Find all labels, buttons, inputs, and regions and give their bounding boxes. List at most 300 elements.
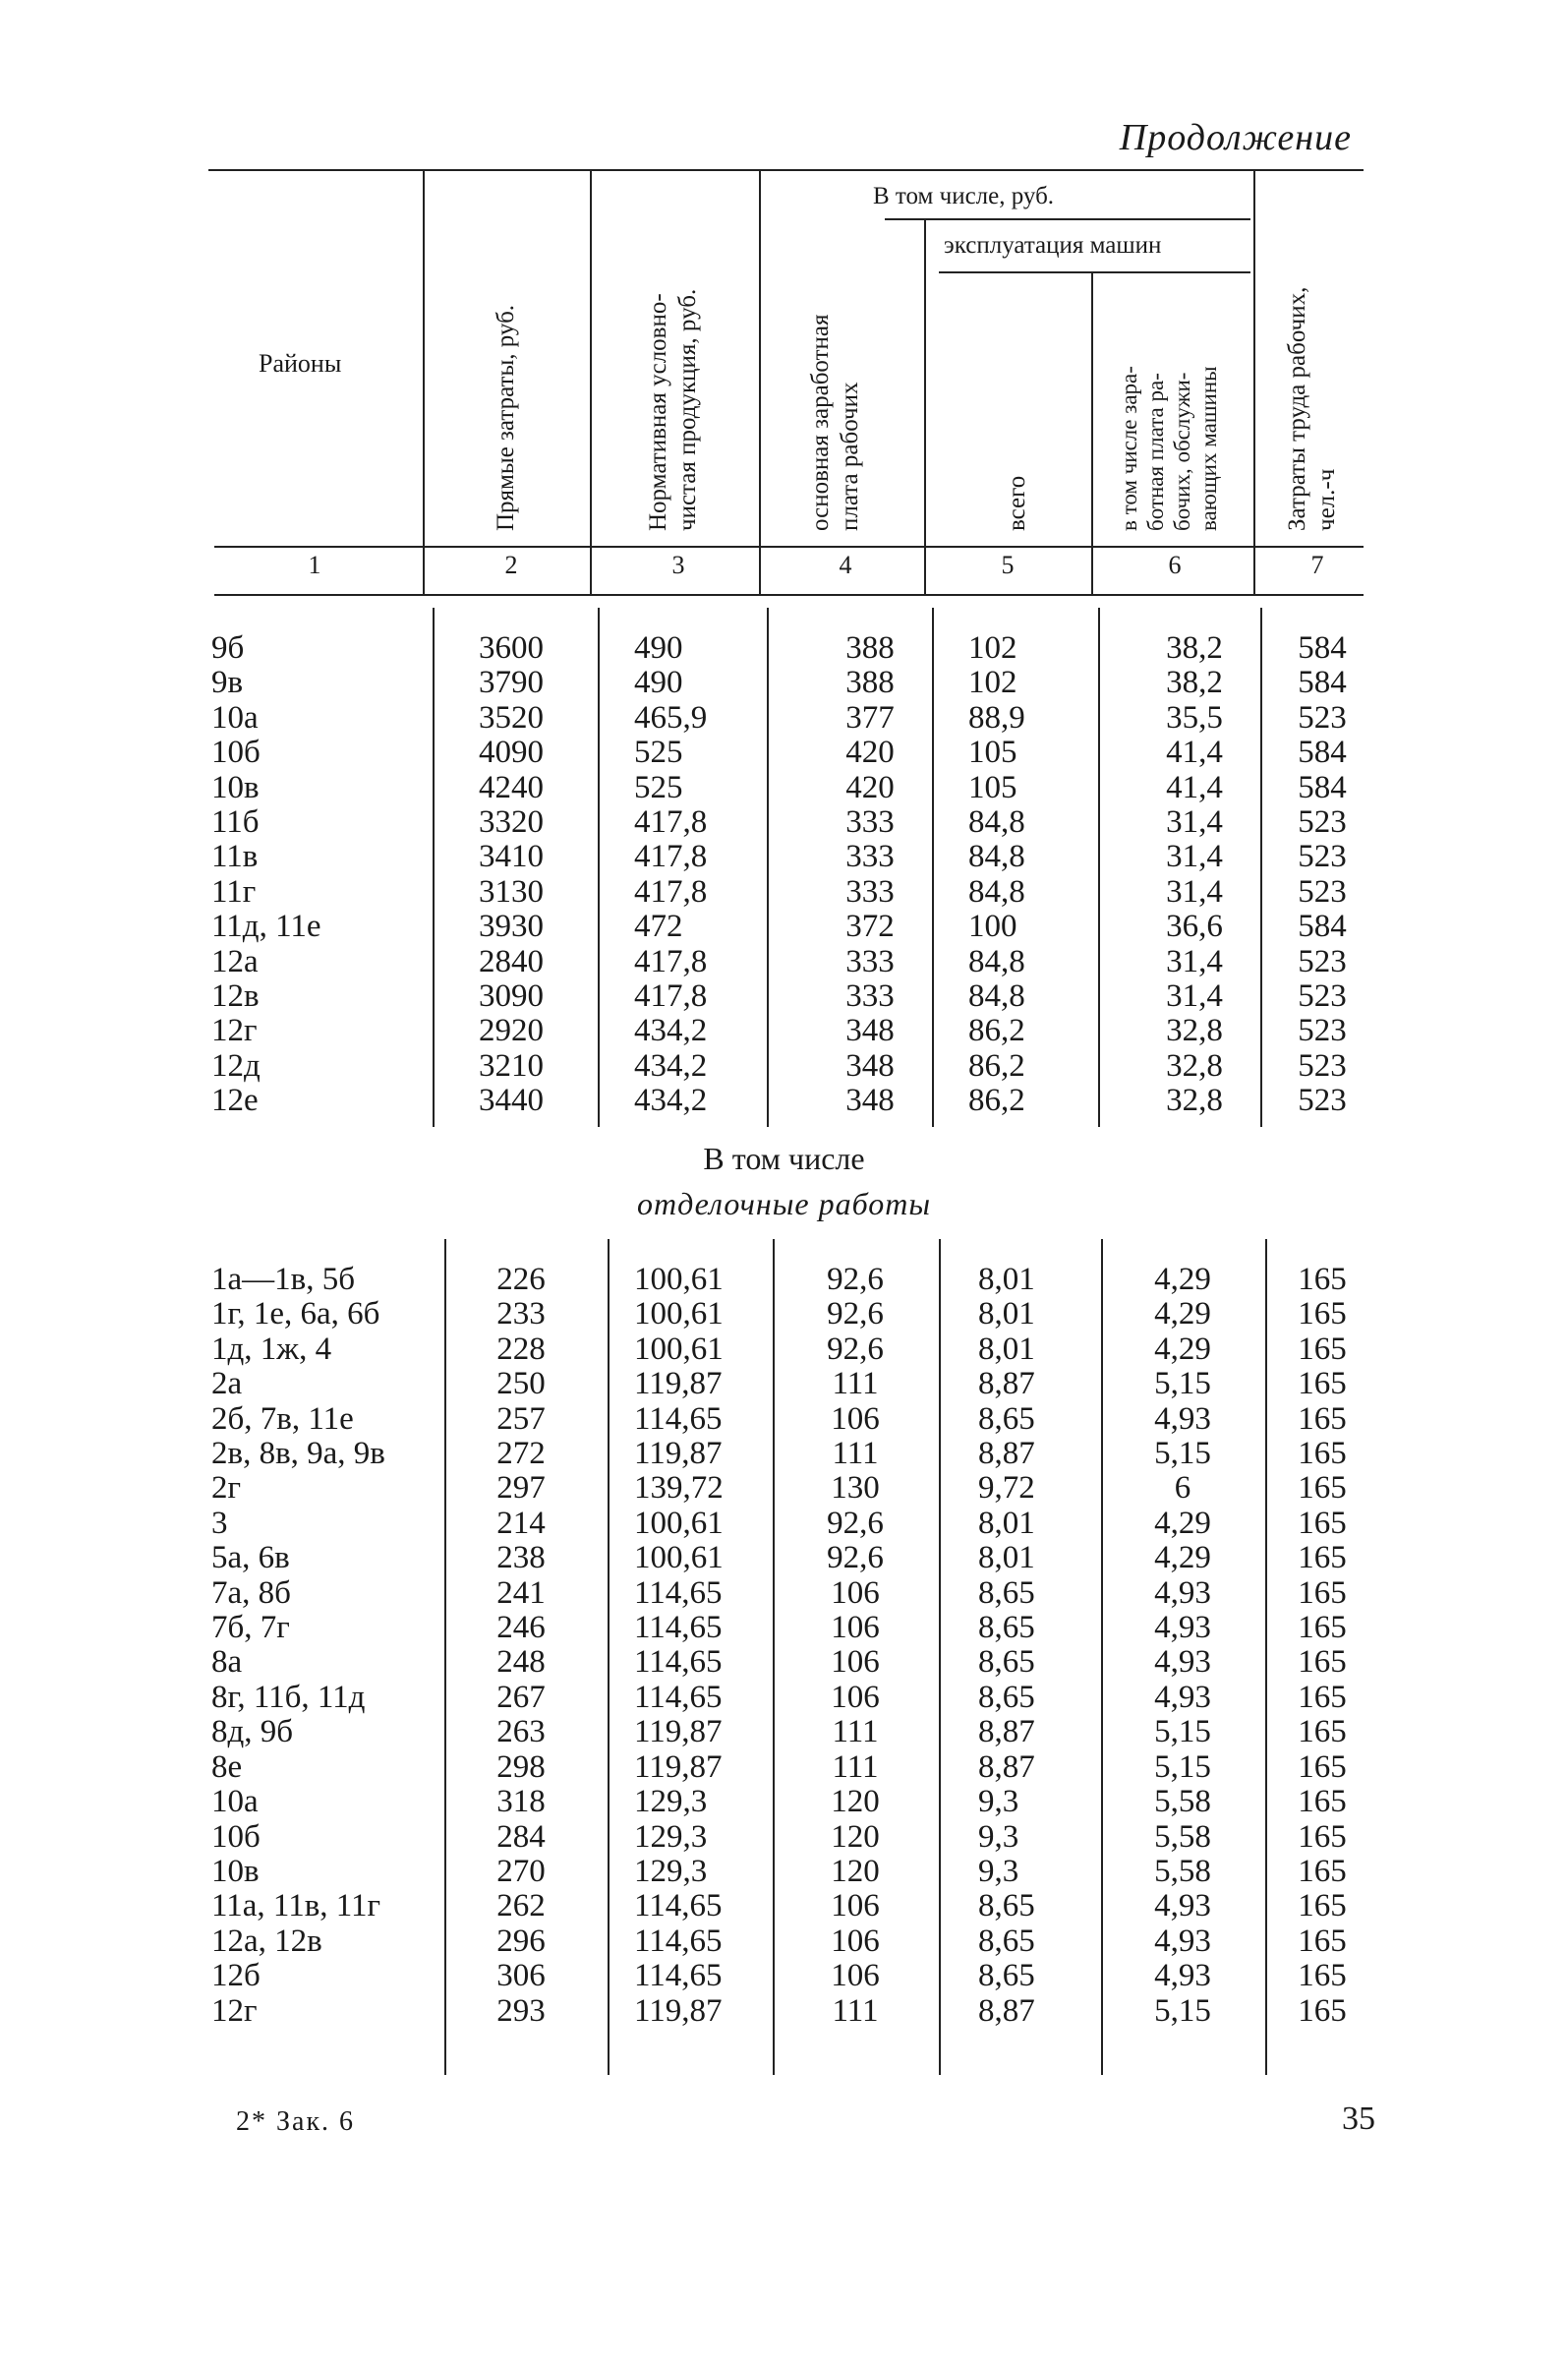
machine-total-value: 8,65	[978, 1574, 1035, 1611]
region-name: 1а—1в, 5б	[211, 1262, 356, 1297]
direct-cost-value: 284	[496, 1818, 546, 1855]
direct-cost-value: 318	[496, 1784, 546, 1820]
labor-value: 584	[1298, 630, 1347, 666]
machine-wage-value: 5,15	[1154, 1714, 1211, 1750]
direct-cost-value: 2840	[479, 943, 544, 979]
s1-divider-2	[598, 608, 600, 1127]
normative-value: 490	[634, 630, 683, 666]
base-wage-value: 120	[831, 1853, 880, 1889]
region-name: 8д, 9б	[211, 1714, 294, 1750]
labor-value: 523	[1298, 839, 1347, 875]
direct-cost-value: 214	[496, 1505, 546, 1541]
s2-labor-column	[1278, 1263, 1366, 2029]
base-wage-value: 333	[845, 873, 895, 910]
machine-total-value: 8,01	[978, 1540, 1035, 1576]
s2-divider-2	[608, 1239, 610, 2075]
region-name: 11б	[211, 804, 260, 841]
labor-value: 165	[1298, 1818, 1347, 1855]
s1-direct-costs-column	[437, 631, 585, 1119]
labor-value: 165	[1298, 1574, 1347, 1611]
machine-total-value: 8,65	[978, 1400, 1035, 1437]
base-wage-value: 106	[831, 1574, 880, 1611]
machine-total-value: 105	[968, 769, 1017, 805]
machine-total-value: 9,3	[978, 1853, 1019, 1889]
direct-cost-value: 272	[496, 1436, 546, 1472]
s1-divider-1	[433, 608, 435, 1127]
region-name: 12г	[211, 1013, 258, 1049]
machine-wage-value: 4,29	[1154, 1262, 1211, 1297]
machine-total-value: 9,3	[978, 1784, 1019, 1820]
header-machine-total: всего	[1004, 475, 1030, 531]
machine-wage-value: 4,93	[1154, 1958, 1211, 1994]
normative-value: 119,87	[634, 1436, 723, 1472]
s2-machine-total-column	[978, 1263, 1106, 2029]
machine-wage-value: 31,4	[1166, 978, 1223, 1015]
base-wage-value: 420	[845, 769, 895, 805]
region-name: 10в	[211, 769, 260, 805]
base-wage-value: 388	[845, 630, 895, 666]
machine-wage-value: 41,4	[1166, 735, 1223, 771]
base-wage-value: 348	[845, 1013, 895, 1049]
header-machine-group: эксплуатация машин	[944, 232, 1162, 259]
labor-value: 165	[1298, 1888, 1347, 1924]
labor-value: 165	[1298, 1540, 1347, 1576]
normative-value: 139,72	[634, 1470, 724, 1507]
normative-value: 114,65	[634, 1574, 723, 1611]
direct-cost-value: 2920	[479, 1013, 544, 1049]
header-machine-wage: в том числе зара- ботная плата ра- бочих, обслужи- вающих машины	[1117, 366, 1221, 531]
labor-value: 584	[1298, 735, 1347, 771]
machine-total-value: 9,3	[978, 1818, 1019, 1855]
region-name: 9б	[211, 630, 245, 666]
labor-value: 165	[1298, 1331, 1347, 1367]
labor-value: 523	[1298, 1013, 1347, 1049]
machine-wage-value: 4,93	[1154, 1610, 1211, 1646]
machine-wage-value: 31,4	[1166, 873, 1223, 910]
direct-cost-value: 3320	[479, 804, 544, 841]
labor-value: 523	[1298, 943, 1347, 979]
region-name: 2а	[211, 1366, 243, 1402]
machine-wage-value: 38,2	[1166, 665, 1223, 701]
direct-cost-value: 297	[496, 1470, 546, 1507]
machine-total-value: 8,65	[978, 1958, 1035, 1994]
header-divider-2	[590, 171, 592, 594]
labor-value: 523	[1298, 699, 1347, 736]
base-wage-value: 106	[831, 1888, 880, 1924]
s1-divider-5	[1098, 608, 1100, 1127]
direct-cost-value: 228	[496, 1331, 546, 1367]
base-wage-value: 372	[845, 909, 895, 945]
base-wage-value: 130	[831, 1470, 880, 1507]
normative-value: 465,9	[634, 699, 708, 736]
labor-value: 165	[1298, 1296, 1347, 1332]
s1-regions-column	[211, 631, 321, 1119]
machine-total-value: 8,65	[978, 1679, 1035, 1715]
s2-base-wage-column	[782, 1263, 929, 2029]
direct-cost-value: 3930	[479, 909, 544, 945]
machine-wage-value: 4,93	[1154, 1644, 1211, 1681]
direct-cost-value: 3440	[479, 1083, 544, 1119]
base-wage-value: 92,6	[827, 1505, 884, 1541]
machine-total-value: 86,2	[968, 1083, 1025, 1119]
normative-value: 119,87	[634, 1748, 723, 1785]
labor-value: 165	[1298, 1679, 1347, 1715]
direct-cost-value: 293	[496, 1992, 546, 2029]
machine-total-value: 9,72	[978, 1470, 1035, 1507]
labor-value: 165	[1298, 1436, 1347, 1472]
direct-cost-value: 3130	[479, 873, 544, 910]
base-wage-value: 120	[831, 1784, 880, 1820]
direct-cost-value: 246	[496, 1610, 546, 1646]
normative-value: 129,3	[634, 1818, 708, 1855]
region-name: 10а	[211, 1784, 259, 1820]
labor-value: 165	[1298, 1784, 1347, 1820]
machine-wage-value: 31,4	[1166, 943, 1223, 979]
header-divider-6	[1253, 171, 1255, 594]
header-divider-4	[924, 220, 926, 594]
subheading-finishing-works: отделочные работы	[636, 1186, 932, 1221]
machine-total-value: 8,87	[978, 1748, 1035, 1785]
base-wage-value: 333	[845, 839, 895, 875]
base-wage-value: 348	[845, 1047, 895, 1084]
machine-wage-value: 4,29	[1154, 1296, 1211, 1332]
machine-wage-value: 4,93	[1154, 1923, 1211, 1959]
machine-wage-value: 32,8	[1166, 1047, 1223, 1084]
header-direct-costs: Прямые затраты, руб.	[493, 304, 519, 531]
region-name: 11в	[211, 839, 259, 875]
region-name: 5а, 6в	[211, 1540, 290, 1576]
base-wage-value: 111	[832, 1714, 879, 1750]
base-wage-value: 348	[845, 1083, 895, 1119]
normative-value: 525	[634, 769, 683, 805]
normative-value: 525	[634, 735, 683, 771]
direct-cost-value: 233	[496, 1296, 546, 1332]
labor-value: 165	[1298, 1853, 1347, 1889]
normative-value: 417,8	[634, 873, 708, 910]
region-name: 10б	[211, 735, 261, 771]
machine-total-value: 8,65	[978, 1923, 1035, 1959]
region-name: 7а, 8б	[211, 1574, 291, 1611]
region-name: 12д	[211, 1047, 261, 1084]
machine-total-value: 8,01	[978, 1296, 1035, 1332]
direct-cost-value: 3090	[479, 978, 544, 1015]
machine-total-value: 8,87	[978, 1992, 1035, 2029]
machine-wage-value: 5,58	[1154, 1784, 1211, 1820]
normative-value: 129,3	[634, 1784, 708, 1820]
column-numbers-rule	[214, 594, 1364, 596]
normative-value: 100,61	[634, 1296, 724, 1332]
region-name: 7б, 7г	[211, 1610, 290, 1646]
base-wage-value: 92,6	[827, 1331, 884, 1367]
normative-value: 434,2	[634, 1083, 708, 1119]
direct-cost-value: 257	[496, 1400, 546, 1437]
header-including-group: В том числе, руб.	[873, 183, 1055, 209]
header-base-wage: основная заработная плата рабочих	[807, 314, 863, 531]
s1-machine-total-column	[968, 631, 1096, 1119]
normative-value: 417,8	[634, 943, 708, 979]
machine-total-value: 105	[968, 735, 1017, 771]
normative-value: 100,61	[634, 1331, 724, 1367]
machine-total-value: 84,8	[968, 978, 1025, 1015]
normative-value: 490	[634, 665, 683, 701]
direct-cost-value: 306	[496, 1958, 546, 1994]
machine-total-value: 84,8	[968, 804, 1025, 841]
region-name: 9в	[211, 665, 244, 701]
header-normative: Нормативная условно- чистая продукция, руб.	[645, 288, 701, 531]
s2-regions-column	[211, 1263, 385, 2029]
base-wage-value: 333	[845, 804, 895, 841]
machine-total-value: 8,65	[978, 1610, 1035, 1646]
s2-machine-wage-column	[1119, 1263, 1247, 2029]
region-name: 12е	[211, 1083, 259, 1119]
normative-value: 417,8	[634, 978, 708, 1015]
labor-value: 165	[1298, 1714, 1347, 1750]
machine-wage-value: 6	[1174, 1470, 1191, 1507]
normative-value: 472	[634, 909, 683, 945]
labor-value: 584	[1298, 909, 1347, 945]
normative-value: 100,61	[634, 1262, 724, 1297]
column-number-5: 5	[1001, 551, 1015, 579]
region-name: 11г	[211, 873, 257, 910]
region-name: 10а	[211, 699, 259, 736]
machine-wage-value: 4,29	[1154, 1331, 1211, 1367]
direct-cost-value: 3600	[479, 630, 544, 666]
machine-total-value: 100	[968, 909, 1017, 945]
direct-cost-value: 296	[496, 1923, 546, 1959]
machine-wage-value: 5,15	[1154, 1992, 1211, 2029]
machine-total-value: 102	[968, 665, 1017, 701]
s2-direct-costs-column	[447, 1263, 595, 2029]
machine-wage-value: 4,93	[1154, 1888, 1211, 1924]
machine-total-value: 8,01	[978, 1505, 1035, 1541]
s1-labor-column	[1278, 631, 1366, 1119]
machine-total-value: 8,65	[978, 1644, 1035, 1681]
labor-value: 165	[1298, 1262, 1347, 1297]
base-wage-value: 333	[845, 943, 895, 979]
machine-wage-value: 35,5	[1166, 699, 1223, 736]
column-number-3: 3	[671, 551, 685, 579]
header-divider-5	[1091, 273, 1093, 594]
normative-value: 114,65	[634, 1958, 723, 1994]
base-wage-value: 420	[845, 735, 895, 771]
header-bottom-rule	[214, 546, 1364, 548]
machine-total-value: 86,2	[968, 1013, 1025, 1049]
s2-divider-4	[939, 1239, 941, 2075]
normative-value: 119,87	[634, 1366, 723, 1402]
base-wage-value: 106	[831, 1610, 880, 1646]
column-number-2: 2	[504, 551, 518, 579]
direct-cost-value: 3210	[479, 1047, 544, 1084]
normative-value: 114,65	[634, 1888, 723, 1924]
including-group-rule	[885, 218, 1250, 220]
region-name: 10б	[211, 1818, 261, 1855]
machine-total-value: 84,8	[968, 943, 1025, 979]
normative-value: 114,65	[634, 1923, 723, 1959]
machine-total-value: 84,8	[968, 839, 1025, 875]
machine-wage-value: 38,2	[1166, 630, 1223, 666]
header-regions: Районы	[259, 349, 342, 378]
direct-cost-value: 263	[496, 1714, 546, 1750]
direct-cost-value: 250	[496, 1366, 546, 1402]
machine-total-value: 8,87	[978, 1714, 1035, 1750]
labor-value: 165	[1298, 1748, 1347, 1785]
base-wage-value: 92,6	[827, 1296, 884, 1332]
direct-cost-value: 226	[496, 1262, 546, 1297]
machine-group-rule	[939, 271, 1250, 273]
normative-value: 417,8	[634, 839, 708, 875]
page-number: 35	[1342, 2101, 1375, 2137]
s1-base-wage-column	[796, 631, 944, 1119]
labor-value: 165	[1298, 1923, 1347, 1959]
region-name: 11д, 11е	[211, 909, 321, 945]
base-wage-value: 92,6	[827, 1262, 884, 1297]
normative-value: 114,65	[634, 1400, 723, 1437]
s1-divider-6	[1260, 608, 1262, 1127]
machine-wage-value: 5,15	[1154, 1748, 1211, 1785]
normative-value: 114,65	[634, 1644, 723, 1681]
labor-value: 523	[1298, 804, 1347, 841]
labor-value: 523	[1298, 873, 1347, 910]
machine-total-value: 88,9	[968, 699, 1025, 736]
labor-value: 165	[1298, 1992, 1347, 2029]
s2-divider-6	[1265, 1239, 1267, 2075]
s2-divider-1	[444, 1239, 446, 2075]
direct-cost-value: 241	[496, 1574, 546, 1611]
base-wage-value: 111	[832, 1366, 879, 1402]
region-name: 8г, 11б, 11д	[211, 1679, 366, 1715]
normative-value: 119,87	[634, 1714, 723, 1750]
labor-value: 165	[1298, 1644, 1347, 1681]
region-name: 2в, 8в, 9а, 9в	[211, 1436, 385, 1472]
table-top-rule	[208, 169, 1364, 171]
normative-value: 114,65	[634, 1679, 723, 1715]
header-divider-3	[759, 171, 761, 594]
machine-total-value: 102	[968, 630, 1017, 666]
region-name: 1д, 1ж, 4	[211, 1331, 332, 1367]
machine-wage-value: 5,58	[1154, 1818, 1211, 1855]
direct-cost-value: 3410	[479, 839, 544, 875]
region-name: 3	[211, 1505, 228, 1541]
column-number-6: 6	[1168, 551, 1182, 579]
machine-total-value: 8,01	[978, 1331, 1035, 1367]
region-name: 11а, 11в, 11г	[211, 1888, 381, 1924]
machine-wage-value: 4,29	[1154, 1505, 1211, 1541]
machine-wage-value: 32,8	[1166, 1083, 1223, 1119]
base-wage-value: 377	[845, 699, 895, 736]
base-wage-value: 111	[832, 1748, 879, 1785]
normative-value: 434,2	[634, 1013, 708, 1049]
labor-value: 165	[1298, 1400, 1347, 1437]
base-wage-value: 92,6	[827, 1540, 884, 1576]
normative-value: 119,87	[634, 1992, 723, 2029]
region-name: 2б, 7в, 11е	[211, 1400, 354, 1437]
direct-cost-value: 248	[496, 1644, 546, 1681]
machine-wage-value: 36,6	[1166, 909, 1223, 945]
s1-normative-column	[634, 631, 782, 1119]
s2-normative-column	[634, 1263, 782, 2029]
labor-value: 523	[1298, 1047, 1347, 1084]
order-mark: 2* Зак. 6	[236, 2106, 356, 2137]
machine-wage-value: 4,93	[1154, 1400, 1211, 1437]
base-wage-value: 111	[832, 1992, 879, 2029]
machine-wage-value: 5,58	[1154, 1853, 1211, 1889]
machine-total-value: 8,01	[978, 1262, 1035, 1297]
column-number-4: 4	[839, 551, 852, 579]
normative-value: 100,61	[634, 1540, 724, 1576]
header-divider-1	[423, 171, 425, 594]
direct-cost-value: 4240	[479, 769, 544, 805]
labor-value: 165	[1298, 1366, 1347, 1402]
region-name: 12б	[211, 1958, 261, 1994]
region-name: 8е	[211, 1748, 243, 1785]
direct-cost-value: 262	[496, 1888, 546, 1924]
region-name: 8а	[211, 1644, 243, 1681]
normative-value: 100,61	[634, 1505, 724, 1541]
base-wage-value: 111	[832, 1436, 879, 1472]
base-wage-value: 388	[845, 665, 895, 701]
labor-value: 165	[1298, 1470, 1347, 1507]
labor-value: 165	[1298, 1958, 1347, 1994]
region-name: 1г, 1е, 6а, 6б	[211, 1296, 380, 1332]
machine-total-value: 8,87	[978, 1366, 1035, 1402]
column-number-7: 7	[1310, 551, 1324, 579]
region-name: 10в	[211, 1853, 260, 1889]
header-labor: Затраты труда рабочих, чел.-ч	[1284, 286, 1340, 531]
s1-machine-wage-column	[1131, 631, 1258, 1119]
direct-cost-value: 3520	[479, 699, 544, 736]
normative-value: 434,2	[634, 1047, 708, 1084]
region-name: 12а, 12в	[211, 1923, 322, 1959]
machine-wage-value: 4,93	[1154, 1574, 1211, 1611]
machine-wage-value: 41,4	[1166, 769, 1223, 805]
base-wage-value: 106	[831, 1958, 880, 1994]
labor-value: 584	[1298, 665, 1347, 701]
machine-total-value: 8,87	[978, 1436, 1035, 1472]
column-number-1: 1	[308, 551, 321, 579]
direct-cost-value: 3790	[479, 665, 544, 701]
machine-total-value: 84,8	[968, 873, 1025, 910]
subheading-including: В том числе	[703, 1141, 865, 1176]
base-wage-value: 106	[831, 1400, 880, 1437]
labor-value: 584	[1298, 769, 1347, 805]
base-wage-value: 106	[831, 1644, 880, 1681]
machine-total-value: 8,65	[978, 1888, 1035, 1924]
machine-wage-value: 31,4	[1166, 839, 1223, 875]
direct-cost-value: 298	[496, 1748, 546, 1785]
direct-cost-value: 238	[496, 1540, 546, 1576]
direct-cost-value: 270	[496, 1853, 546, 1889]
region-name: 2г	[211, 1470, 242, 1507]
region-name: 12г	[211, 1992, 258, 2029]
normative-value: 114,65	[634, 1610, 723, 1646]
labor-value: 165	[1298, 1610, 1347, 1646]
region-name: 12в	[211, 978, 260, 1015]
machine-wage-value: 32,8	[1166, 1013, 1223, 1049]
machine-wage-value: 5,15	[1154, 1436, 1211, 1472]
labor-value: 523	[1298, 1083, 1347, 1119]
normative-value: 417,8	[634, 804, 708, 841]
direct-cost-value: 267	[496, 1679, 546, 1715]
machine-wage-value: 5,15	[1154, 1366, 1211, 1402]
base-wage-value: 106	[831, 1679, 880, 1715]
machine-wage-value: 4,93	[1154, 1679, 1211, 1715]
machine-total-value: 86,2	[968, 1047, 1025, 1084]
base-wage-value: 106	[831, 1923, 880, 1959]
labor-value: 165	[1298, 1505, 1347, 1541]
machine-wage-value: 4,29	[1154, 1540, 1211, 1576]
labor-value: 523	[1298, 978, 1347, 1015]
region-name: 12а	[211, 943, 259, 979]
